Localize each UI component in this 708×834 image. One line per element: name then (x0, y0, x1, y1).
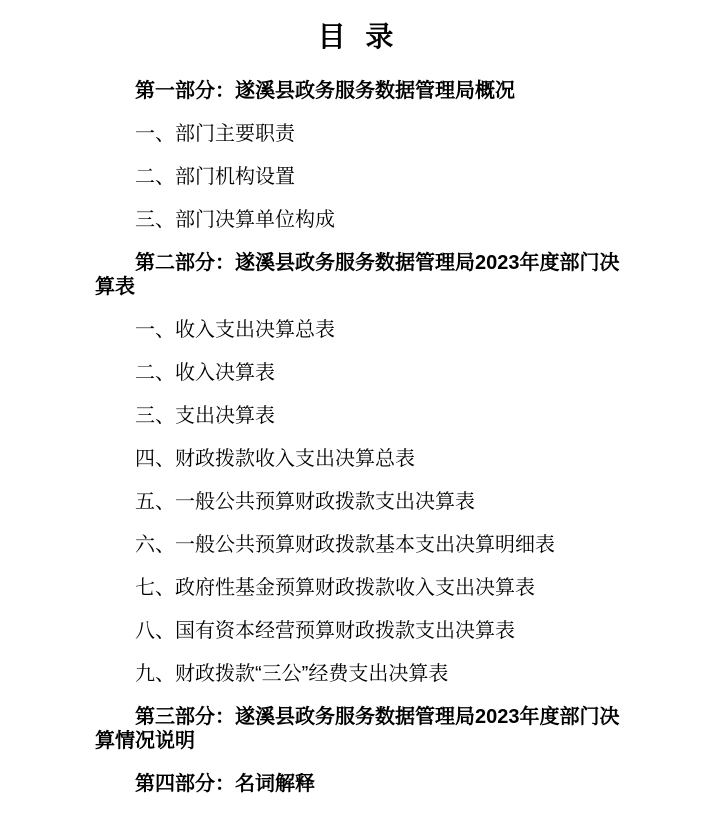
toc-line: 五、一般公共预算财政拨款支出决算表 (135, 491, 475, 513)
toc-line: 九、财政拨款“三公”经费支出决算表 (135, 663, 449, 685)
toc-item (95, 318, 616, 342)
toc-item (95, 165, 616, 189)
toc-item (95, 404, 616, 428)
toc-item (95, 576, 616, 600)
toc-line: 四、财政拨款收入支出决算总表 (135, 448, 415, 470)
toc-item (95, 662, 616, 686)
toc-title: 目 录 (317, 21, 394, 52)
toc-line: 算情况说明 (95, 730, 195, 752)
toc-item (95, 447, 616, 471)
toc-line: 二、收入决算表 (135, 362, 275, 384)
toc-section-heading (95, 251, 620, 299)
toc-section-heading (95, 79, 616, 103)
toc-item (95, 361, 616, 385)
toc-section-heading (95, 705, 620, 753)
toc-line: 七、政府性基金预算财政拨款收入支出决算表 (135, 577, 535, 599)
toc-line: 一、收入支出决算总表 (135, 319, 335, 341)
toc-section-heading (95, 772, 616, 796)
toc-line: 第一部分：遂溪县政务服务数据管理局概况 (135, 80, 515, 102)
toc-item (95, 533, 616, 557)
toc-line: 第四部分：名词解释 (135, 773, 315, 795)
toc-item (95, 208, 616, 232)
toc-item (95, 619, 616, 643)
toc-line: 二、部门机构设置 (135, 166, 295, 188)
toc-line: 一、部门主要职责 (135, 123, 295, 145)
toc-line: 六、一般公共预算财政拨款基本支出决算明细表 (135, 534, 555, 556)
toc-line: 三、支出决算表 (135, 405, 275, 427)
toc-list (95, 79, 620, 796)
toc-item (95, 490, 616, 514)
toc-line: 算表 (95, 276, 135, 298)
toc-item (95, 122, 616, 146)
toc-line: 三、部门决算单位构成 (135, 209, 335, 231)
toc-line: 八、国有资本经营预算财政拨款支出决算表 (135, 620, 515, 642)
toc-line: 第三部分：遂溪县政务服务数据管理局2023年度部门决 (135, 706, 620, 728)
toc-line: 第二部分：遂溪县政务服务数据管理局2023年度部门决 (135, 252, 620, 274)
